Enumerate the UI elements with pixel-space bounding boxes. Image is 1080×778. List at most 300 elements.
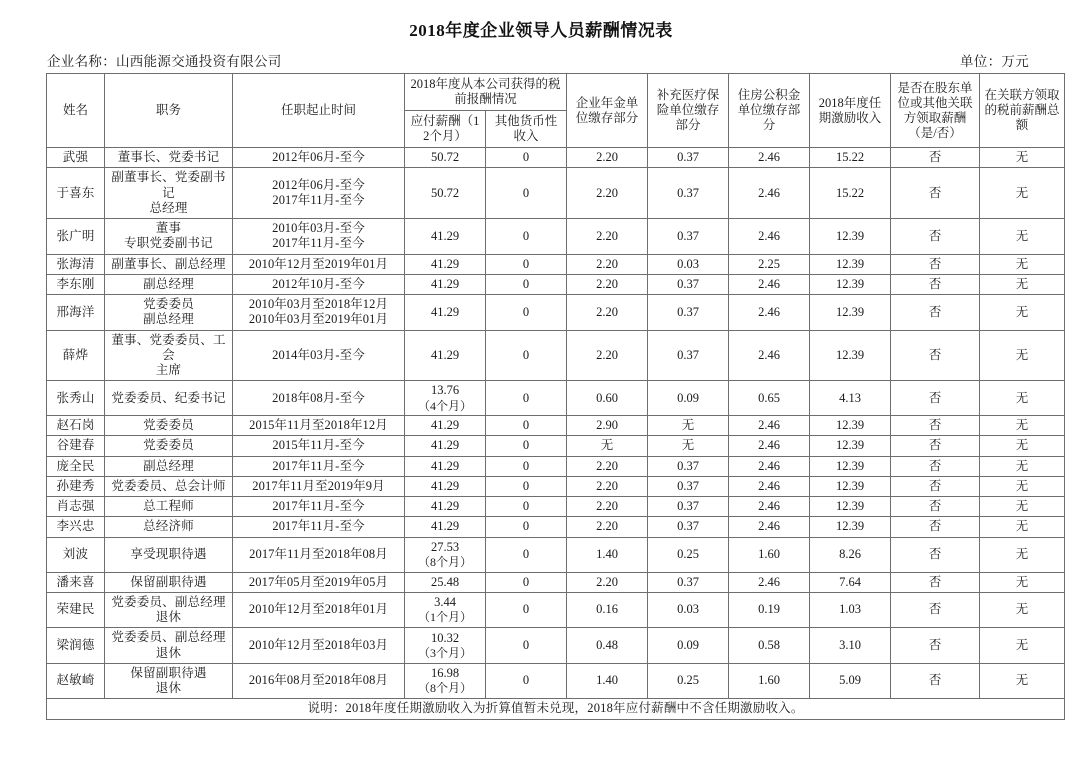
cell-related-party: 否 xyxy=(891,274,980,294)
cell-related-amount: 无 xyxy=(980,537,1065,572)
cell-related-party: 否 xyxy=(891,476,980,496)
cell-annuity: 2.20 xyxy=(567,295,648,331)
cell-medical: 0.37 xyxy=(648,274,729,294)
cell-name: 张广明 xyxy=(47,219,105,255)
cell-payable-salary xyxy=(405,497,486,517)
cell-other-monetary: 0 xyxy=(486,254,567,274)
cell-term xyxy=(233,456,405,476)
table-row xyxy=(47,663,1065,699)
payable-salary-value: 41.29 xyxy=(430,458,460,473)
cell-related-party: 否 xyxy=(891,517,980,537)
cell-term xyxy=(233,537,405,572)
cell-medical: 0.37 xyxy=(648,219,729,255)
cell-term-line: 2016年08月至2018年08月 xyxy=(248,673,389,688)
cell-housing: 2.46 xyxy=(729,330,810,381)
table-row xyxy=(47,168,1065,219)
header-term: 任职起止时间 xyxy=(233,74,405,148)
cell-post xyxy=(105,476,233,496)
cell-name: 李兴忠 xyxy=(47,517,105,537)
cell-annuity: 0.48 xyxy=(567,628,648,664)
cell-post xyxy=(105,219,233,255)
cell-payable-salary xyxy=(405,295,486,331)
cell-other-monetary: 0 xyxy=(486,517,567,537)
cell-incentive: 15.22 xyxy=(810,148,891,168)
cell-post-line: 总工程师 xyxy=(143,499,194,514)
cell-term xyxy=(233,497,405,517)
cell-name: 邢海洋 xyxy=(47,295,105,331)
cell-related-amount: 无 xyxy=(980,295,1065,331)
payable-salary-value: 25.48 xyxy=(430,574,460,589)
cell-related-amount: 无 xyxy=(980,381,1065,416)
cell-other-monetary: 0 xyxy=(486,381,567,416)
cell-payable-salary xyxy=(405,517,486,537)
cell-name: 荣建民 xyxy=(47,592,105,628)
payable-salary-value: 41.29 xyxy=(430,304,460,319)
cell-other-monetary: 0 xyxy=(486,330,567,381)
cell-post-line: 退休 xyxy=(155,645,182,660)
cell-term-line: 2012年06月-至今 xyxy=(272,177,365,192)
cell-post-line: 董事长、党委书记 xyxy=(117,150,220,164)
table-row xyxy=(47,381,1065,416)
cell-payable-salary xyxy=(405,381,486,416)
cell-annuity: 2.20 xyxy=(567,219,648,255)
cell-medical: 0.37 xyxy=(648,148,729,168)
cell-annuity: 2.20 xyxy=(567,476,648,496)
cell-post-line: 副总经理 xyxy=(143,458,194,473)
cell-post-line: 党委委员 xyxy=(143,438,194,453)
cell-related-party: 否 xyxy=(891,148,980,168)
cell-payable-salary xyxy=(405,330,486,381)
header-medical: 补充医疗保险单位缴存部分 xyxy=(648,74,729,148)
cell-related-party: 否 xyxy=(891,295,980,331)
table-row xyxy=(47,592,1065,628)
cell-name: 肖志强 xyxy=(47,497,105,517)
cell-housing: 2.46 xyxy=(729,436,810,456)
header-housing: 住房公积金单位缴存部分 xyxy=(729,74,810,148)
cell-medical: 0.25 xyxy=(648,663,729,699)
cell-post xyxy=(105,148,233,168)
cell-incentive: 8.26 xyxy=(810,537,891,572)
unit-label: 单位：万元 xyxy=(960,54,1029,69)
cell-term xyxy=(233,572,405,592)
cell-name: 张海清 xyxy=(47,254,105,274)
cell-post xyxy=(105,592,233,628)
payable-salary-value: 41.29 xyxy=(430,418,460,433)
cell-medical: 0.37 xyxy=(648,168,729,219)
cell-term-line: 2010年03月-至今 xyxy=(272,221,365,235)
cell-term xyxy=(233,416,405,436)
cell-related-amount: 无 xyxy=(980,168,1065,219)
cell-payable-salary xyxy=(405,456,486,476)
cell-housing: 2.46 xyxy=(729,148,810,168)
cell-name: 庞全民 xyxy=(47,456,105,476)
cell-other-monetary: 0 xyxy=(486,476,567,496)
cell-payable-salary xyxy=(405,436,486,456)
cell-post-line: 保留副职待遇 xyxy=(130,574,207,589)
cell-term-line: 2012年10月-至今 xyxy=(272,276,365,291)
cell-term-line: 2017年11月-至今 xyxy=(272,499,365,514)
cell-post xyxy=(105,436,233,456)
cell-name: 武强 xyxy=(47,148,105,168)
cell-incentive: 12.39 xyxy=(810,219,891,255)
payable-salary-value: 41.29 xyxy=(430,438,460,453)
cell-term-line: 2017年11月-至今 xyxy=(272,193,365,208)
cell-other-monetary: 0 xyxy=(486,168,567,219)
cell-related-amount: 无 xyxy=(980,148,1065,168)
cell-incentive: 5.09 xyxy=(810,663,891,699)
header-annuity: 企业年金单位缴存部分 xyxy=(567,74,648,148)
cell-housing: 0.19 xyxy=(729,592,810,628)
company-name: 企业名称：山西能源交通投资有限公司 xyxy=(47,54,282,69)
cell-term xyxy=(233,219,405,255)
cell-other-monetary: 0 xyxy=(486,148,567,168)
cell-post-line: 副总经理 xyxy=(143,312,194,327)
table-row xyxy=(47,416,1065,436)
cell-related-party: 否 xyxy=(891,572,980,592)
cell-other-monetary: 0 xyxy=(486,572,567,592)
cell-name: 刘波 xyxy=(47,537,105,572)
cell-related-amount: 无 xyxy=(980,497,1065,517)
cell-other-monetary: 0 xyxy=(486,456,567,476)
cell-incentive: 12.39 xyxy=(810,456,891,476)
cell-post-line: 总经济师 xyxy=(143,519,194,534)
cell-other-monetary: 0 xyxy=(486,663,567,699)
cell-incentive: 1.03 xyxy=(810,592,891,628)
payable-salary-value: 16.98 xyxy=(430,666,460,681)
cell-medical: 0.37 xyxy=(648,572,729,592)
payable-salary-value: 41.29 xyxy=(430,256,460,271)
cell-housing: 0.58 xyxy=(729,628,810,664)
cell-medical: 0.03 xyxy=(648,592,729,628)
table-row xyxy=(47,537,1065,572)
cell-medical: 0.09 xyxy=(648,381,729,416)
cell-housing: 0.65 xyxy=(729,381,810,416)
cell-term xyxy=(233,274,405,294)
cell-post-line: 专职党委副书记 xyxy=(124,236,213,251)
table-row xyxy=(47,476,1065,496)
cell-related-party: 否 xyxy=(891,497,980,517)
payable-salary-value: 50.72 xyxy=(430,185,460,200)
cell-annuity: 1.40 xyxy=(567,663,648,699)
cell-medical: 无 xyxy=(648,436,729,456)
cell-payable-salary xyxy=(405,592,486,628)
cell-housing: 2.46 xyxy=(729,219,810,255)
cell-term-line: 2010年12月至2018年01月 xyxy=(248,602,389,617)
payable-salary-value: 41.29 xyxy=(430,499,460,514)
cell-incentive: 4.13 xyxy=(810,381,891,416)
cell-annuity: 2.20 xyxy=(567,148,648,168)
cell-name: 李东刚 xyxy=(47,274,105,294)
cell-related-amount: 无 xyxy=(980,436,1065,456)
cell-payable-salary xyxy=(405,168,486,219)
cell-related-party: 否 xyxy=(891,628,980,664)
cell-housing: 2.46 xyxy=(729,476,810,496)
cell-post xyxy=(105,254,233,274)
payable-salary-value: 13.76 xyxy=(430,383,460,398)
cell-medical: 0.37 xyxy=(648,295,729,331)
cell-annuity: 2.20 xyxy=(567,168,648,219)
payable-salary-value: 41.29 xyxy=(430,276,460,291)
cell-incentive: 12.39 xyxy=(810,436,891,456)
cell-term xyxy=(233,168,405,219)
cell-related-party: 否 xyxy=(891,254,980,274)
cell-post-line: 副总经理 xyxy=(143,276,194,291)
table-row xyxy=(47,517,1065,537)
cell-term-line: 2017年11月-至今 xyxy=(272,458,365,473)
cell-housing: 1.60 xyxy=(729,663,810,699)
payable-salary-value: 50.72 xyxy=(430,150,460,164)
cell-post-line: 党委委员 xyxy=(143,418,194,433)
cell-name: 于喜东 xyxy=(47,168,105,219)
cell-other-monetary: 0 xyxy=(486,274,567,294)
cell-related-party: 否 xyxy=(891,416,980,436)
cell-term xyxy=(233,381,405,416)
cell-annuity: 2.20 xyxy=(567,497,648,517)
header-related-party: 是否在股东单位或其他关联方领取薪酬（是/否） xyxy=(891,74,980,148)
cell-annuity: 0.60 xyxy=(567,381,648,416)
cell-name: 赵敏崎 xyxy=(47,663,105,699)
cell-term-line: 2017年05月至2019年05月 xyxy=(248,574,389,589)
cell-annuity: 0.16 xyxy=(567,592,648,628)
payable-salary-months: （8个月） xyxy=(417,681,472,696)
header-incentive: 2018年度任期激励收入 xyxy=(810,74,891,148)
cell-annuity: 2.20 xyxy=(567,517,648,537)
cell-related-amount: 无 xyxy=(980,663,1065,699)
cell-post xyxy=(105,330,233,381)
cell-incentive: 7.64 xyxy=(810,572,891,592)
cell-annuity: 2.20 xyxy=(567,254,648,274)
cell-payable-salary xyxy=(405,219,486,255)
cell-name: 薛烨 xyxy=(47,330,105,381)
cell-housing: 2.25 xyxy=(729,254,810,274)
cell-post-line: 党委委员 xyxy=(143,297,194,311)
payable-salary-value: 41.29 xyxy=(430,478,460,493)
cell-incentive: 15.22 xyxy=(810,168,891,219)
table-row xyxy=(47,274,1065,294)
cell-housing: 2.46 xyxy=(729,295,810,331)
cell-incentive: 12.39 xyxy=(810,330,891,381)
table-row xyxy=(47,456,1065,476)
cell-housing: 2.46 xyxy=(729,517,810,537)
payable-salary-months: （8个月） xyxy=(417,554,472,569)
cell-related-amount: 无 xyxy=(980,274,1065,294)
cell-medical: 0.03 xyxy=(648,254,729,274)
table-row xyxy=(47,572,1065,592)
cell-other-monetary: 0 xyxy=(486,592,567,628)
cell-term xyxy=(233,628,405,664)
cell-other-monetary: 0 xyxy=(486,497,567,517)
payable-salary-value: 41.29 xyxy=(430,228,460,243)
header-pretax-group: 2018年度从本公司获得的税前报酬情况 xyxy=(405,74,567,111)
cell-post xyxy=(105,537,233,572)
header-row-top xyxy=(47,74,1065,111)
header-post: 职务 xyxy=(105,74,233,148)
table-body xyxy=(47,148,1065,699)
cell-related-amount: 无 xyxy=(980,254,1065,274)
cell-term xyxy=(233,517,405,537)
cell-incentive: 12.39 xyxy=(810,416,891,436)
cell-housing: 1.60 xyxy=(729,537,810,572)
cell-medical: 0.37 xyxy=(648,330,729,381)
cell-other-monetary: 0 xyxy=(486,537,567,572)
cell-annuity: 无 xyxy=(567,436,648,456)
table-row xyxy=(47,254,1065,274)
cell-post-line: 董事 xyxy=(155,221,182,235)
cell-related-party: 否 xyxy=(891,330,980,381)
cell-incentive: 12.39 xyxy=(810,295,891,331)
payable-salary-value: 10.32 xyxy=(430,630,460,645)
payable-salary-value: 41.29 xyxy=(430,519,460,534)
cell-housing: 2.46 xyxy=(729,456,810,476)
table-note: 说明：2018年度任期激励收入为折算值暂未兑现，2018年应付薪酬中不含任期激励收入。 xyxy=(47,699,1065,719)
cell-related-party: 否 xyxy=(891,537,980,572)
header-related-amount: 在关联方领取的税前薪酬总额 xyxy=(980,74,1065,148)
cell-related-amount: 无 xyxy=(980,592,1065,628)
salary-table xyxy=(46,73,1065,720)
cell-other-monetary: 0 xyxy=(486,295,567,331)
cell-payable-salary xyxy=(405,628,486,664)
cell-term-line: 2018年08月-至今 xyxy=(272,390,365,405)
cell-payable-salary xyxy=(405,148,486,168)
cell-post-line: 总经理 xyxy=(149,200,188,215)
cell-term-line: 2015年11月至2018年12月 xyxy=(249,418,388,433)
payable-salary-months: （4个月） xyxy=(417,398,472,413)
cell-post xyxy=(105,628,233,664)
cell-payable-salary xyxy=(405,476,486,496)
cell-incentive: 12.39 xyxy=(810,274,891,294)
cell-payable-salary xyxy=(405,416,486,436)
cell-term xyxy=(233,330,405,381)
payable-salary-value: 3.44 xyxy=(434,595,456,610)
cell-annuity: 2.20 xyxy=(567,456,648,476)
cell-post xyxy=(105,456,233,476)
cell-related-party: 否 xyxy=(891,168,980,219)
cell-term-line: 2017年11月至2019年9月 xyxy=(252,478,385,493)
cell-related-amount: 无 xyxy=(980,628,1065,664)
payable-salary-value: 41.29 xyxy=(430,347,460,362)
cell-payable-salary xyxy=(405,663,486,699)
cell-term-line: 2010年12月至2019年01月 xyxy=(248,256,389,271)
cell-post xyxy=(105,497,233,517)
cell-related-amount: 无 xyxy=(980,572,1065,592)
table-row xyxy=(47,295,1065,331)
cell-term xyxy=(233,436,405,456)
cell-related-party: 否 xyxy=(891,381,980,416)
page-title: 2018年度企业领导人员薪酬情况表 xyxy=(409,21,673,40)
cell-post xyxy=(105,381,233,416)
cell-post-line: 副董事长、副总经理 xyxy=(111,256,226,271)
cell-related-amount: 无 xyxy=(980,219,1065,255)
payable-salary-months: （1个月） xyxy=(417,610,472,625)
cell-post-line: 主席 xyxy=(155,363,182,377)
cell-term-line: 2010年03月至2018年12月 xyxy=(248,297,389,311)
cell-post-line: 党委委员、纪委书记 xyxy=(111,390,226,405)
cell-payable-salary xyxy=(405,274,486,294)
cell-name: 孙建秀 xyxy=(47,476,105,496)
payable-salary-months: （3个月） xyxy=(417,645,472,660)
cell-name: 赵石岗 xyxy=(47,416,105,436)
cell-term-line: 2017年11月-至今 xyxy=(272,519,365,534)
cell-related-party: 否 xyxy=(891,456,980,476)
cell-term xyxy=(233,295,405,331)
cell-medical: 无 xyxy=(648,416,729,436)
note-row xyxy=(47,699,1065,719)
cell-name: 张秀山 xyxy=(47,381,105,416)
cell-name: 潘来喜 xyxy=(47,572,105,592)
cell-term xyxy=(233,148,405,168)
table-footer xyxy=(47,699,1065,719)
cell-other-monetary: 0 xyxy=(486,628,567,664)
cell-term-line: 2015年11月-至今 xyxy=(272,438,365,453)
cell-housing: 2.46 xyxy=(729,416,810,436)
cell-incentive: 12.39 xyxy=(810,517,891,537)
cell-term-line: 2017年11月至2018年08月 xyxy=(249,546,388,561)
payable-salary-value: 27.53 xyxy=(430,539,460,554)
table-row xyxy=(47,497,1065,517)
cell-medical: 0.37 xyxy=(648,497,729,517)
cell-term xyxy=(233,592,405,628)
table-header xyxy=(47,74,1065,148)
cell-other-monetary: 0 xyxy=(486,416,567,436)
table-row xyxy=(47,330,1065,381)
table-row xyxy=(47,148,1065,168)
cell-medical: 0.37 xyxy=(648,476,729,496)
cell-post xyxy=(105,572,233,592)
cell-term-line: 2017年11月-至今 xyxy=(272,236,365,251)
cell-annuity: 2.20 xyxy=(567,274,648,294)
table-row xyxy=(47,219,1065,255)
table-row xyxy=(47,436,1065,456)
cell-post xyxy=(105,517,233,537)
cell-term-line: 2012年06月-至今 xyxy=(272,150,365,164)
cell-annuity: 2.90 xyxy=(567,416,648,436)
cell-term-line: 2010年12月至2018年03月 xyxy=(248,637,389,652)
cell-post-line: 享受现职待遇 xyxy=(130,546,207,561)
cell-incentive: 12.39 xyxy=(810,476,891,496)
cell-medical: 0.25 xyxy=(648,537,729,572)
table-row xyxy=(47,628,1065,664)
cell-related-party: 否 xyxy=(891,592,980,628)
cell-post-line: 退休 xyxy=(155,681,182,695)
cell-post-line: 党委委员、副总经理 xyxy=(111,630,226,645)
cell-related-party: 否 xyxy=(891,663,980,699)
cell-housing: 2.46 xyxy=(729,572,810,592)
cell-post-line: 党委委员、副总经理 xyxy=(111,594,226,609)
cell-term-line: 2010年03月至2019年01月 xyxy=(248,312,389,327)
cell-incentive: 12.39 xyxy=(810,497,891,517)
cell-term xyxy=(233,254,405,274)
cell-other-monetary: 0 xyxy=(486,436,567,456)
cell-medical: 0.37 xyxy=(648,456,729,476)
cell-related-party: 否 xyxy=(891,219,980,255)
cell-other-monetary: 0 xyxy=(486,219,567,255)
cell-post-line: 党委委员、总会计师 xyxy=(111,478,226,493)
cell-incentive: 3.10 xyxy=(810,628,891,664)
cell-related-amount: 无 xyxy=(980,476,1065,496)
header-name: 姓名 xyxy=(47,74,105,148)
cell-related-amount: 无 xyxy=(980,517,1065,537)
cell-housing: 2.46 xyxy=(729,497,810,517)
cell-payable-salary xyxy=(405,572,486,592)
cell-payable-salary xyxy=(405,537,486,572)
document-meta xyxy=(46,50,1036,70)
cell-post-line: 保留副职待遇 xyxy=(130,665,207,680)
cell-post xyxy=(105,168,233,219)
cell-post-line: 副董事长、党委副书记 xyxy=(111,170,226,200)
cell-related-amount: 无 xyxy=(980,330,1065,381)
cell-housing: 2.46 xyxy=(729,168,810,219)
cell-housing: 2.46 xyxy=(729,274,810,294)
